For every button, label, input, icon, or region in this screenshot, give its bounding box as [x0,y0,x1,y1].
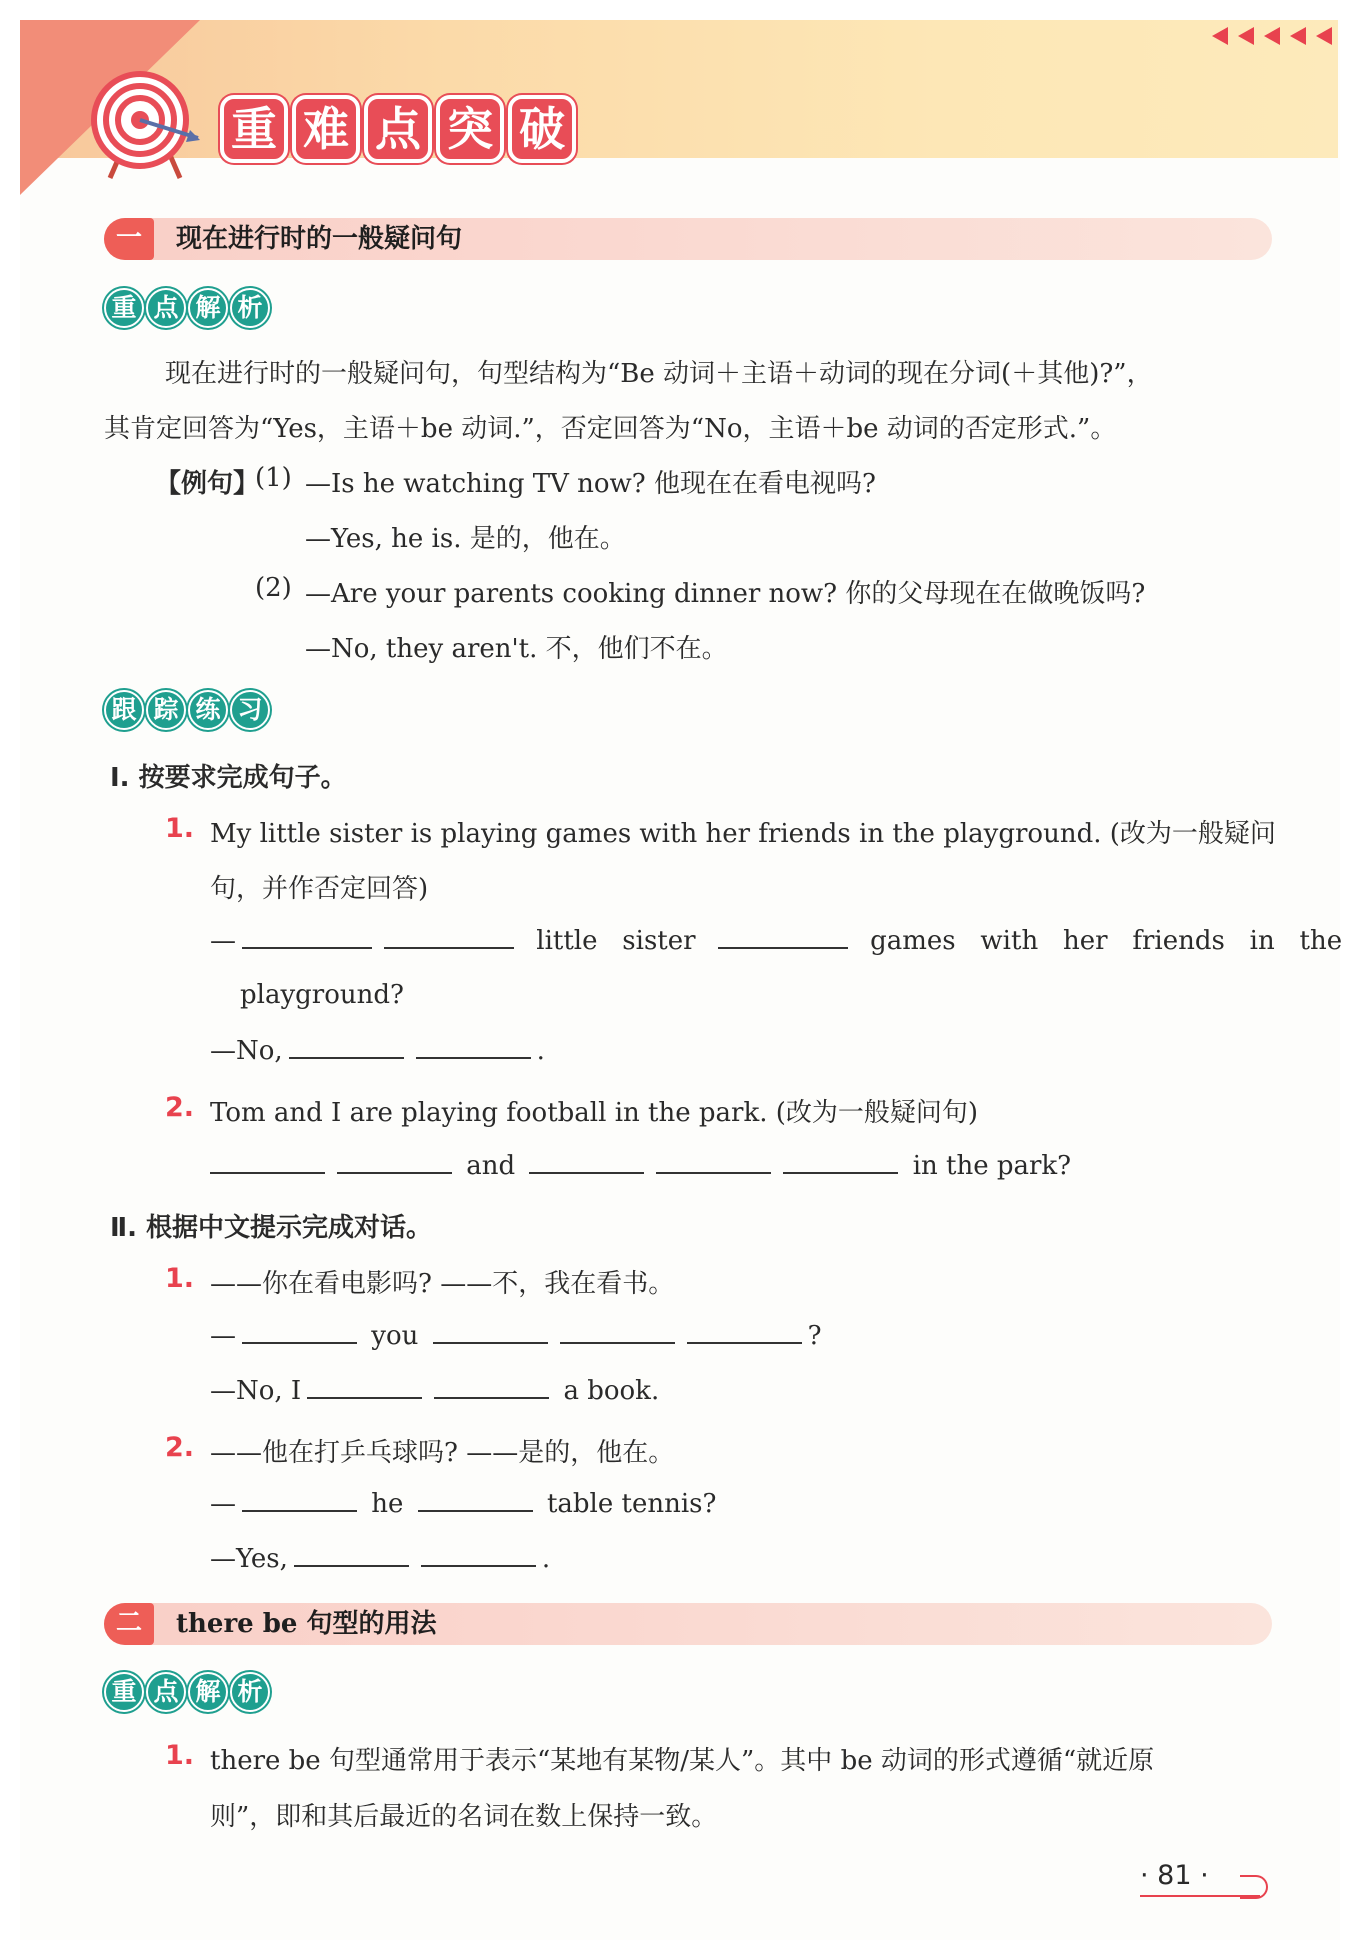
section-2-number: 二 [104,1603,154,1645]
answer-blank[interactable] [529,1150,644,1174]
example-2-question: —Are your parents cooking dinner now? 你的父母现在在做晚饭吗? [305,579,1146,609]
title-char: 破 [508,95,576,163]
intro-line-2: 其肯定回答为“Yes，主语＋be 动词.”，否定回答为“No，主语＋be 动词的否定形式.”。 [104,414,1117,444]
answer-line: and in the park? [210,1150,1071,1181]
answer-line: —Yes, . [210,1544,551,1574]
page-title [220,95,576,163]
question-text: ——他在打乒乓球吗? ——是的，他在。 [210,1438,675,1468]
title-char: 点 [364,95,432,163]
answer-blank[interactable] [433,1320,548,1344]
answer-blank[interactable] [656,1150,771,1174]
section-1-bar [104,218,1272,260]
key-analysis-tag: 重 点 解 析 [104,288,270,328]
answer-blank[interactable] [289,1035,404,1059]
example-1-question: —Is he watching TV now? 他现在在看电视吗? [305,469,876,499]
answer-line: —No, . [210,1036,545,1066]
answer-line: —No, I a book. [210,1376,660,1406]
answer-blank[interactable] [337,1150,452,1174]
part-2-heading: Ⅱ. 根据中文提示完成对话。 [110,1213,433,1243]
answer-blank[interactable] [560,1320,675,1344]
section-1-title: 现在进行时的一般疑问句 [176,224,463,254]
part-1-heading: Ⅰ. 按要求完成句子。 [110,763,347,793]
section-2-title: there be 句型的用法 [176,1609,437,1639]
question-text: Tom and I are playing football in the park. (改为一般疑问句) [210,1098,979,1128]
answer-blank[interactable] [242,925,372,949]
title-char: 重 [220,95,288,163]
answer-blank[interactable] [294,1543,409,1567]
question-text: ——你在看电影吗? ——不，我在看书。 [210,1269,675,1299]
key-analysis-tag: 重 点 解 析 [104,1672,270,1712]
question-text: 句，并作否定回答) [210,874,429,904]
answer-blank[interactable] [242,1320,357,1344]
point-text: 则”，即和其后最近的名词在数上保持一致。 [210,1802,718,1832]
question-number: 2. [165,1432,195,1463]
intro-line-1: 现在进行时的一般疑问句，句型结构为“Be 动词＋主语＋动词的现在分词(＋其他)?”， [165,359,1153,389]
example-2-answer: —No, they aren't. 不，他们不在。 [305,634,728,664]
answer-line: — you ? [210,1321,822,1351]
answer-line-continued: playground? [240,980,404,1010]
arrow-decoration-icon [1212,27,1332,45]
answer-blank[interactable] [307,1375,422,1399]
answer-blank[interactable] [687,1320,802,1344]
section-2-bar [104,1603,1272,1645]
point-text: there be 句型通常用于表示“某地有某物/某人”。其中 be 动词的形式遵循“就近原 [210,1746,1155,1776]
example-1-answer: —Yes, he is. 是的，他在。 [305,524,626,554]
answer-blank[interactable] [434,1375,549,1399]
answer-line: — he table tennis? [210,1489,717,1519]
question-text: My little sister is playing games with her friends in the playground. (改为一般疑问 [210,819,1276,849]
page-number: · 81 · [1140,1860,1209,1891]
answer-blank[interactable] [421,1543,536,1567]
question-number: 1. [165,1263,195,1294]
section-1-number: 一 [104,218,154,260]
practice-tag: 跟 踪 练 习 [104,690,270,730]
title-char: 突 [436,95,504,163]
page-corner-hook-icon [1240,1875,1268,1899]
answer-blank[interactable] [210,1150,325,1174]
question-number: 1. [165,813,195,844]
answer-blank[interactable] [418,1488,533,1512]
answer-blank[interactable] [416,1035,531,1059]
point-number: 1. [165,1740,195,1771]
header-banner [20,20,1338,158]
answer-blank[interactable] [384,925,514,949]
example-2-number: (2) [255,573,292,603]
title-char: 难 [292,95,360,163]
answer-line: — little sister games with her friends in the [210,926,1343,956]
example-label: 【例句】 [155,469,260,499]
answer-blank[interactable] [783,1150,898,1174]
target-icon [90,70,200,180]
example-1-number: (1) [255,463,292,493]
answer-blank[interactable] [718,925,848,949]
question-number: 2. [165,1092,195,1123]
answer-blank[interactable] [242,1488,357,1512]
